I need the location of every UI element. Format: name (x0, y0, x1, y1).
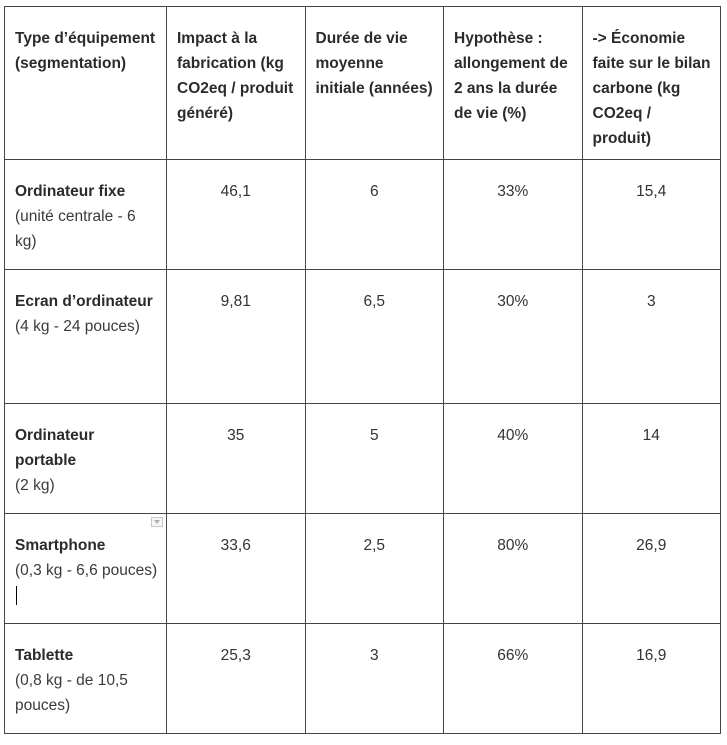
cell-lifespan-extension[interactable]: 66% (444, 624, 583, 734)
cell-carbon-savings[interactable]: 16,9 (582, 624, 721, 734)
equipment-name: Ecran d’ordinateur (15, 293, 153, 310)
carbon-table-container (4, 6, 721, 734)
table-header-row (5, 7, 721, 160)
equipment-detail (15, 558, 158, 608)
cell-initial-lifespan[interactable]: 2,5 (305, 514, 444, 624)
equipment-name: Tablette (15, 647, 74, 664)
equipment-name: Smartphone (15, 537, 106, 554)
header-manufacturing-impact[interactable]: Impact à la fabrication (kg CO2eq / produit généré) (167, 7, 306, 160)
cell-equipment-type[interactable] (5, 514, 167, 624)
equipment-detail-text: (0,3 kg - 6,6 pouces) (15, 562, 158, 579)
text-cursor (16, 586, 17, 605)
carbon-impact-table (4, 6, 721, 734)
cell-equipment-type[interactable] (5, 160, 167, 270)
equipment-detail: (0,8 kg - de 10,5 pouces) (15, 672, 128, 714)
chevron-down-icon[interactable] (151, 517, 163, 527)
cell-initial-lifespan[interactable]: 6 (305, 160, 444, 270)
cell-carbon-savings[interactable]: 26,9 (582, 514, 721, 624)
cell-manufacturing-impact[interactable]: 35 (167, 404, 306, 514)
cell-lifespan-extension[interactable]: 40% (444, 404, 583, 514)
cell-initial-lifespan[interactable]: 3 (305, 624, 444, 734)
cell-lifespan-extension[interactable]: 30% (444, 270, 583, 404)
equipment-name: Ordinateur fixe (15, 183, 126, 200)
table-row (5, 624, 721, 734)
cell-lifespan-extension[interactable]: 80% (444, 514, 583, 624)
equipment-detail: (unité centrale - 6 kg) (15, 208, 136, 250)
cell-carbon-savings[interactable]: 3 (582, 270, 721, 404)
cell-equipment-type[interactable] (5, 270, 167, 404)
cell-manufacturing-impact[interactable]: 25,3 (167, 624, 306, 734)
table-row (5, 404, 721, 514)
cell-carbon-savings[interactable]: 15,4 (582, 160, 721, 270)
equipment-detail: (2 kg) (15, 477, 55, 494)
cell-equipment-type[interactable] (5, 404, 167, 514)
cell-initial-lifespan[interactable]: 5 (305, 404, 444, 514)
equipment-detail: (4 kg - 24 pouces) (15, 318, 140, 335)
header-equipment-type[interactable]: Type d’équipement (segmentation) (5, 7, 167, 160)
table-row (5, 514, 721, 624)
cell-carbon-savings[interactable]: 14 (582, 404, 721, 514)
header-lifespan-extension[interactable]: Hypothèse : allongement de 2 ans la durée de vie (%) (444, 7, 583, 160)
cell-manufacturing-impact[interactable]: 46,1 (167, 160, 306, 270)
cell-manufacturing-impact[interactable]: 9,81 (167, 270, 306, 404)
cell-lifespan-extension[interactable]: 33% (444, 160, 583, 270)
cell-equipment-type[interactable] (5, 624, 167, 734)
header-carbon-savings[interactable]: -> Économie faite sur le bilan carbone (kg CO2eq / produit) (582, 7, 721, 160)
cell-manufacturing-impact[interactable]: 33,6 (167, 514, 306, 624)
equipment-name: Ordinateur portable (15, 427, 95, 469)
table-row (5, 270, 721, 404)
cell-initial-lifespan[interactable]: 6,5 (305, 270, 444, 404)
header-initial-lifespan[interactable]: Durée de vie moyenne initiale (années) (305, 7, 444, 160)
table-row (5, 160, 721, 270)
